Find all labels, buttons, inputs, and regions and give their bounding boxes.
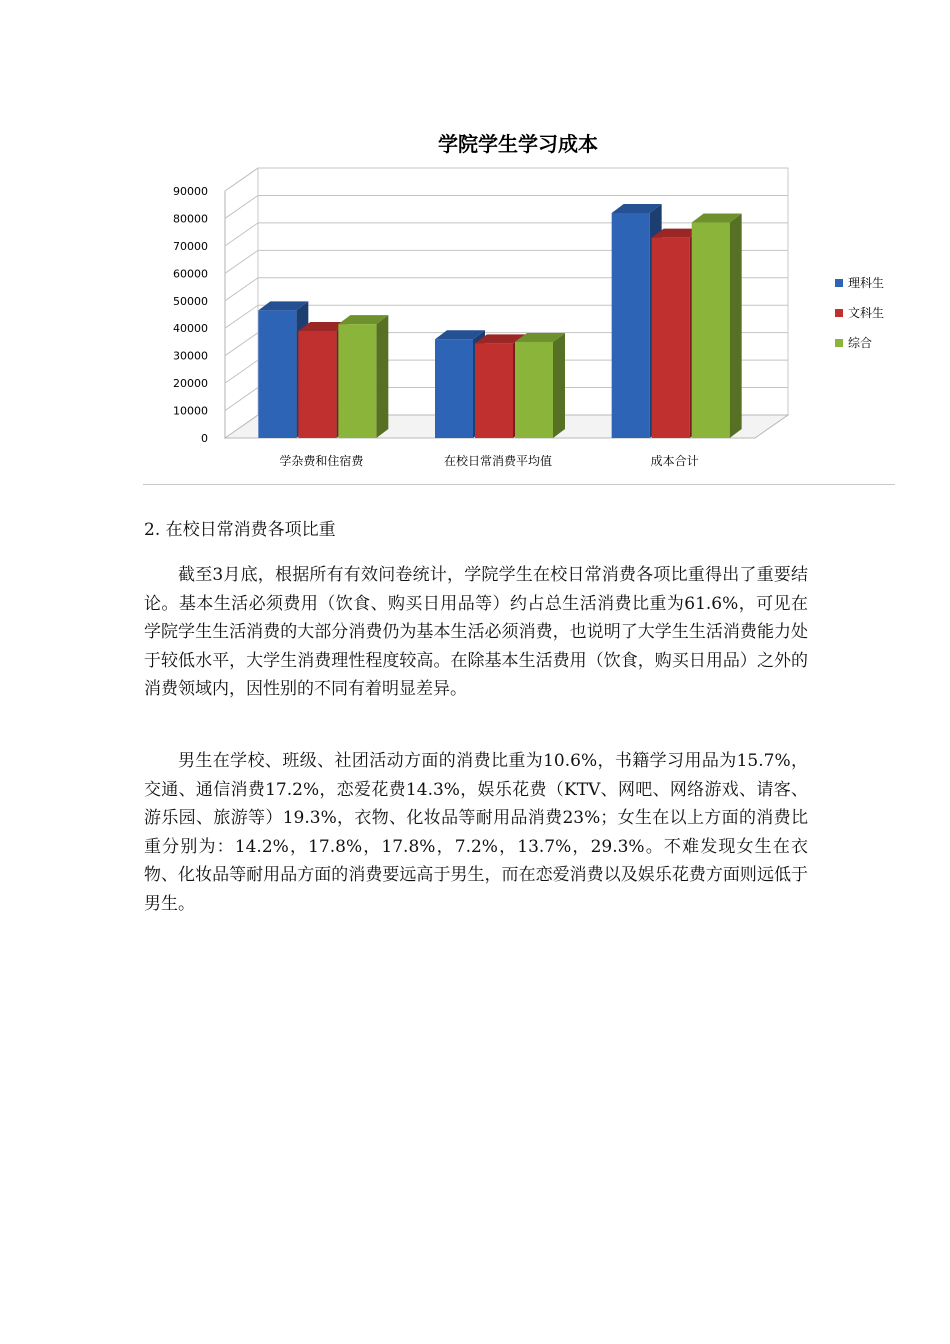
legend-label: 理科生 [848,276,885,290]
y-tick-label: 30000 [173,349,208,363]
chart-title: 学院学生学习成本 [438,132,598,156]
y-tick-label: 70000 [173,239,208,253]
paragraph-2: 男生在学校、班级、社团活动方面的消费比重为10.6%，书籍学习用品为15.7%，交通、通信消费17.2%，恋爱花费14.3%，娱乐花费（KTV、网吧、网络游戏、请客、游乐园、旅游等）19.3%，衣物、化妆品等耐用品消费23%；女生在以上方面的消费比重分别为：14.2%，17.8%，17.8%，7.2%，13.7%，29.3%。不难发现女生在衣物、化妆品等耐用品方面的消费要远高于男生，而在恋爱消费以及娱乐花费方面则远低于男生。 [144,751,808,914]
y-tick-label: 90000 [173,185,208,198]
bar-front [338,324,376,438]
legend-label: 文科生 [848,306,885,320]
x-category-label: 在校日常消费平均值 [443,454,553,468]
y-tick-label: 40000 [173,322,208,336]
bar-front [515,342,553,438]
x-category-label: 学杂费和住宿费 [279,454,364,468]
y-tick-label: 0 [201,432,208,445]
legend-swatch [835,309,843,317]
bar-front [652,238,690,438]
bar-front [692,223,730,438]
bar-chart [140,118,900,488]
y-tick-label: 10000 [173,404,208,418]
y-tick-label: 50000 [173,294,208,308]
y-tick-label: 80000 [173,212,208,226]
bar-front [258,310,296,438]
paragraph-1: 截至3月底，根据所有有效问卷统计，学院学生在校日常消费各项比重得出了重要结论。基本生活必须费用（饮食、购买日用品等）约占总生活消费比重为61.6%，可见在学院学生生活消费的大部分消费仍为基本生活必须消费，也说明了大学生生活消费能力处于较低水平，大学生消费理性程度较高。在除基本生活费用（饮食，购买日用品）之外的消费领域内，因性别的不同有着明显差异。 [144,565,808,700]
bar-front [298,331,336,438]
bar-side [553,333,565,438]
divider-line [143,484,895,485]
y-tick-label: 20000 [173,377,208,391]
bar-front [475,343,513,438]
chart-canvas [140,118,900,488]
legend-label: 综合 [848,336,873,350]
bar [692,214,742,438]
legend-swatch [835,339,843,347]
bar-side [376,315,388,438]
x-category-label: 成本合计 [650,454,699,468]
bar [515,333,565,438]
bar-side [730,214,742,438]
bar [338,315,388,438]
bar-front [435,339,473,438]
legend-swatch [835,279,843,287]
section-heading: 2. 在校日常消费各项比重 [144,520,336,540]
y-tick-label: 60000 [173,267,208,281]
bar-front [612,213,650,438]
